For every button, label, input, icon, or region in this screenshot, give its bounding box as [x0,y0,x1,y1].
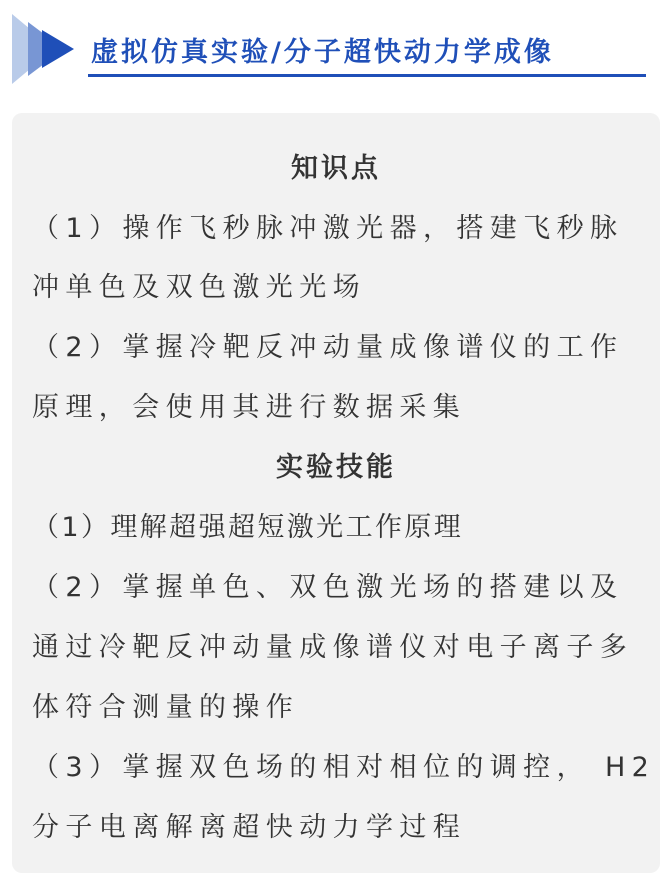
knowledge-line: （2）掌握冷靶反冲动量成像谱仪的工作 [32,332,624,363]
skills-line: 体符合测量的操作 [32,692,300,723]
double-chevron-right-icon [12,14,82,84]
knowledge-line: （1）操作飞秒脉冲激光器，搭建飞秒脉 [32,213,624,244]
skills-line: （1）理解超强超短激光工作原理 [32,512,464,543]
header [0,0,672,100]
header-underline [88,74,646,77]
skills-line: 分子电离解离超快动力学过程 [32,812,467,843]
knowledge-line: 原理，会使用其进行数据采集 [32,392,467,423]
knowledge-line: 冲单色及双色激光光场 [32,272,366,303]
skills-line: （3）掌握双色场的相对相位的调控， H2 [32,752,656,783]
skills-line: （2）掌握单色、双色激光场的搭建以及 [32,572,624,603]
skills-heading: 实验技能 [276,452,396,483]
skills-line: 通过冷靶反冲动量成像谱仪对电子离子多 [32,632,634,663]
knowledge-heading: 知识点 [291,153,381,184]
header-title: 虚拟仿真实验/分子超快动力学成像 [91,37,554,68]
